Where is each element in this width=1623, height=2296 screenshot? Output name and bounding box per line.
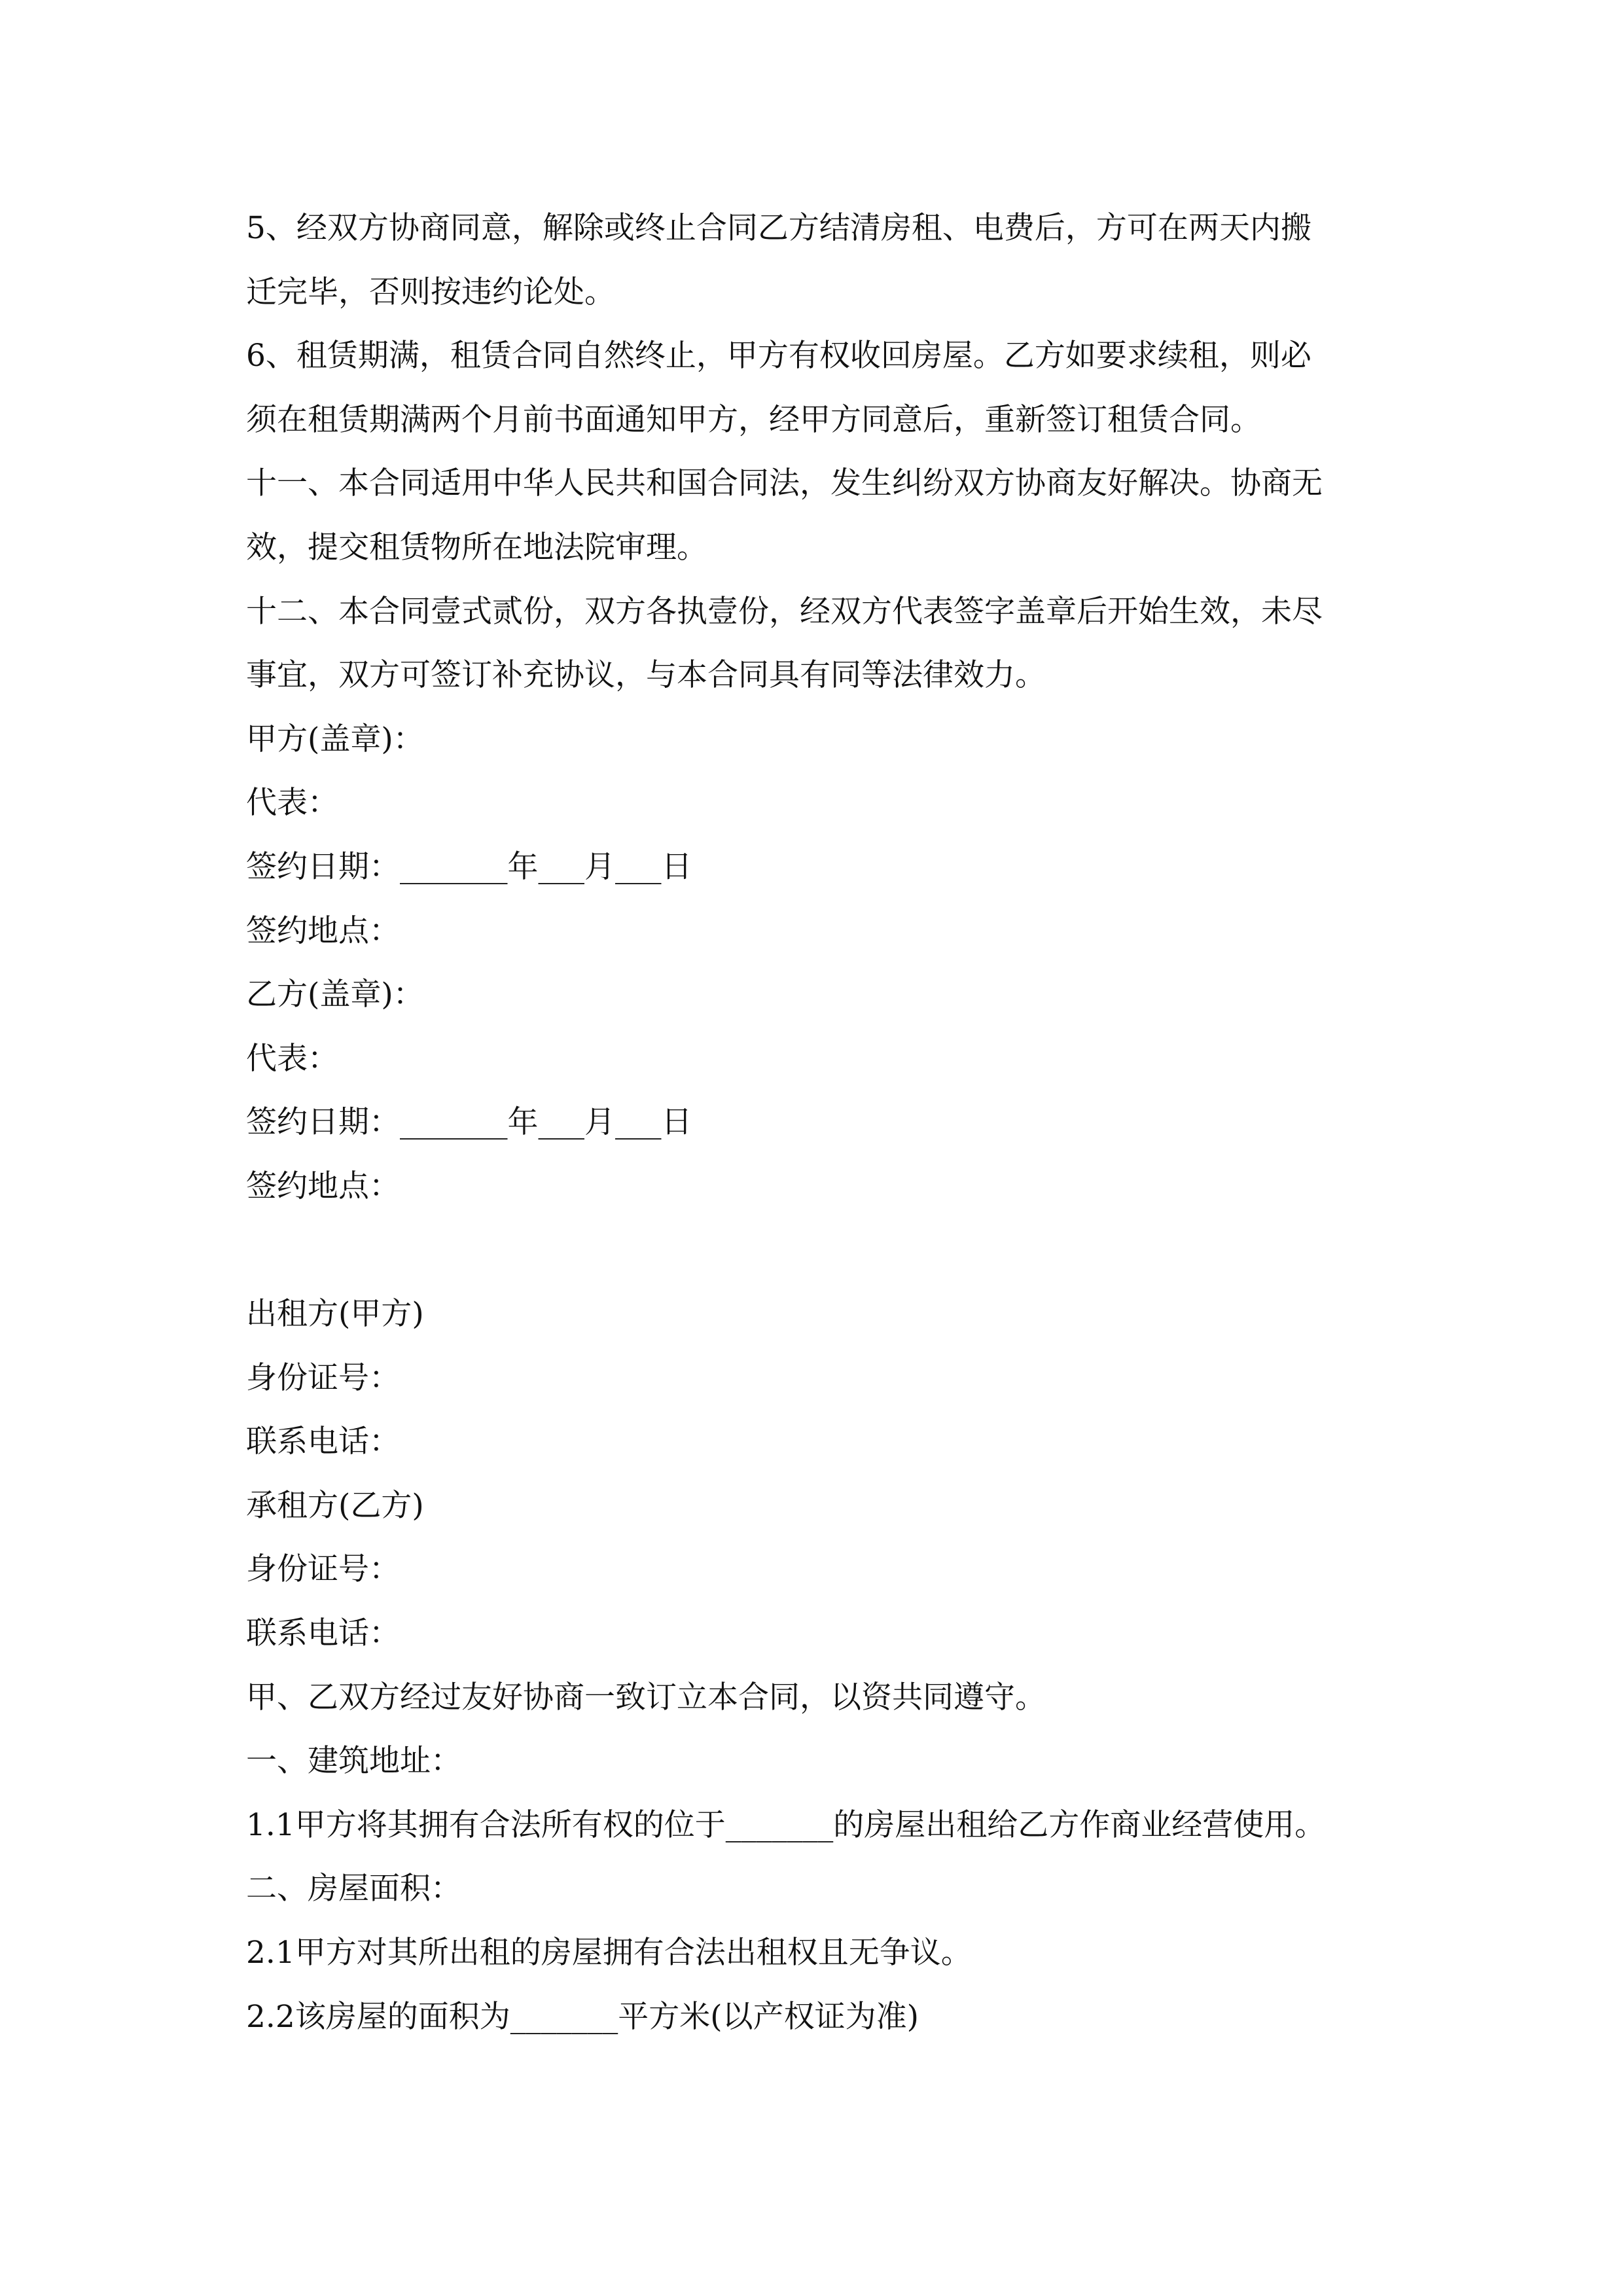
- lessor-phone-label: 联系电话：: [246, 1424, 400, 1460]
- lessor-label: 出租方(甲方): [246, 1296, 424, 1333]
- agreement-preamble: 甲、乙双方经过友好协商一致订立本合同，以资共同遵守。: [246, 1679, 1046, 1715]
- clause-2-2: 2.2该房屋的面积为_______平方米(以产权证为准): [246, 1998, 919, 2035]
- party-b-representative-label: 代表：: [246, 1040, 338, 1077]
- clause-6-line-1: 6、租赁期满，租赁合同自然终止，甲方有权收回房屋。乙方如要求续租，则必: [246, 338, 1311, 374]
- clause-5-line-2: 迁完毕，否则按违约论处。: [246, 274, 615, 310]
- lessee-phone-label: 联系电话：: [246, 1615, 400, 1652]
- section-2-heading: 二、房屋面积：: [246, 1871, 461, 1907]
- document-body: [246, 196, 1398, 2049]
- clause-12-line-2: 事宜，双方可签订补充协议，与本合同具有同等法律效力。: [246, 657, 1046, 694]
- party-b-sign-date: 签约日期：_______年___月___日: [246, 1104, 692, 1141]
- party-a-representative-label: 代表：: [246, 785, 338, 821]
- clause-1-1: 1.1甲方将其拥有合法所有权的位于_______的房屋出租给乙方作商业经营使用。: [246, 1806, 1326, 1843]
- clause-11-line-1: 十一、本合同适用中华人民共和国合同法，发生纠纷双方协商友好解决。协商无: [246, 465, 1323, 502]
- party-a-seal-label: 甲方(盖章)：: [246, 721, 424, 757]
- clause-6-line-2: 须在租赁期满两个月前书面通知甲方，经甲方同意后，重新签订租赁合同。: [246, 401, 1261, 438]
- clause-5-line-1: 5、经双方协商同意，解除或终止合同乙方结清房租、电费后，方可在两天内搬: [246, 210, 1311, 246]
- party-b-sign-place: 签约地点：: [246, 1168, 400, 1204]
- clause-11-line-2: 效，提交租赁物所在地法院审理。: [246, 529, 707, 565]
- blank-line: [246, 1219, 1398, 1283]
- lessee-id-number-label: 身份证号：: [246, 1551, 400, 1588]
- lessor-id-number-label: 身份证号：: [246, 1359, 400, 1396]
- clause-12-line-1: 十二、本合同壹式贰份，双方各执壹份，经双方代表签字盖章后开始生效，未尽: [246, 593, 1323, 630]
- section-1-heading: 一、建筑地址：: [246, 1743, 461, 1780]
- party-a-sign-date: 签约日期：_______年___月___日: [246, 848, 692, 885]
- clause-2-1: 2.1甲方对其所出租的房屋拥有合法出租权且无争议。: [246, 1935, 972, 1971]
- party-b-seal-label: 乙方(盖章)：: [246, 977, 424, 1013]
- party-a-sign-place: 签约地点：: [246, 912, 400, 949]
- lessee-label: 承租方(乙方): [246, 1487, 424, 1524]
